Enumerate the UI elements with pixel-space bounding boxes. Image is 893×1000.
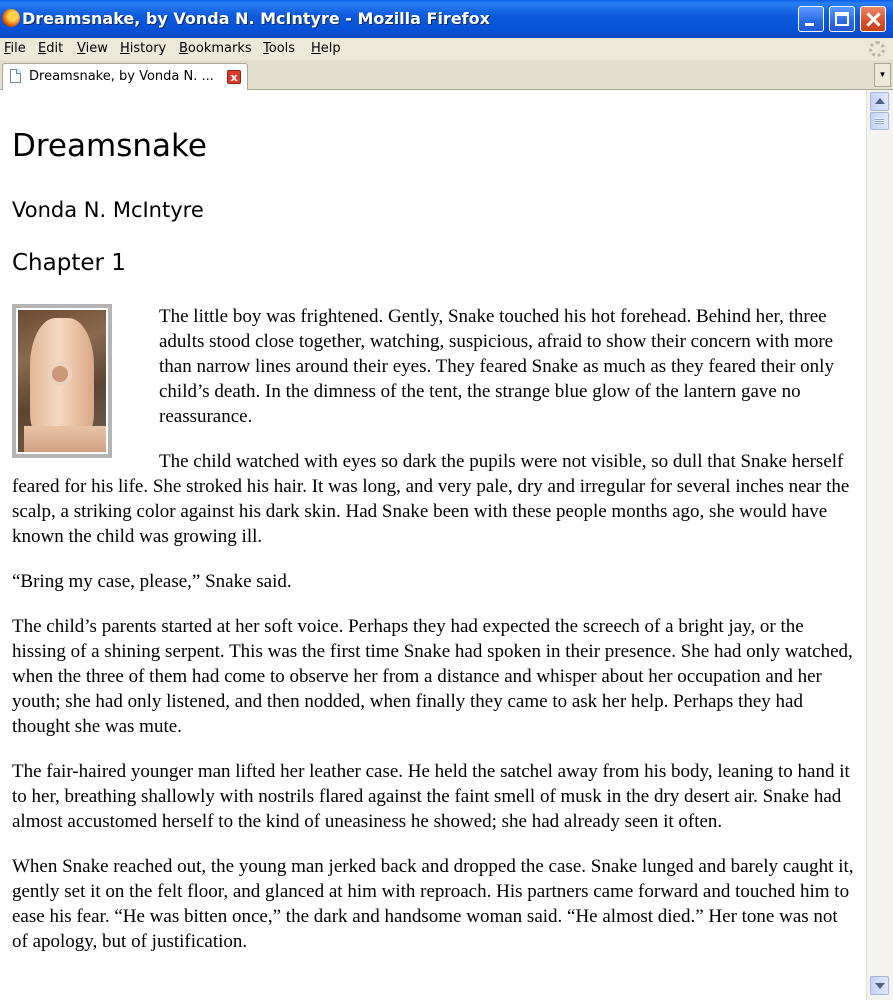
document-icon — [10, 69, 21, 83]
paragraph: The little boy was frightened. Gently, Snake touched his hot forehead. Behind her, three adults stood close together, watching, suspicious, afraid to show their concern with more than narrow lines around their eyes. They feared Snake as much as they feared their only child’s death. In the dimness of the tent, the strange blue glow of the lantern gave no reassurance. — [159, 306, 834, 427]
tab-list-button[interactable] — [874, 63, 891, 87]
menu-help[interactable]: Help — [311, 41, 341, 56]
minimize-icon — [799, 7, 823, 31]
window-title: Dreamsnake, by Vonda N. McIntyre - Mozilla Firefox — [22, 9, 490, 28]
paragraph: The fair-haired younger man lifted her leather case. He held the satchel away from his body, leaning to hand it to her, breathing shallowly with nostrils flared against the faint smell of musk in the dry desert air. Snake had almost accustomed herself to the kind of uneasiness he showed; she had already seen it often. — [12, 761, 850, 832]
menu-view[interactable]: View — [77, 41, 108, 56]
scroll-down-button[interactable] — [870, 976, 889, 995]
menu-file[interactable]: File — [4, 41, 26, 56]
cobra-image — [12, 304, 112, 458]
scroll-thumb[interactable] — [870, 112, 889, 130]
minimize-button[interactable] — [798, 6, 824, 32]
menu-tools[interactable]: Tools — [263, 41, 296, 56]
close-window-button[interactable] — [860, 6, 886, 32]
menu-bookmarks[interactable]: Bookmarks — [179, 41, 252, 56]
paragraph: When Snake reached out, the young man jerked back and dropped the case. Snake lunged and barely caught it, gently set it on the felt floor, and glanced at him with reproach. His partners came forward and touched him to ease his fear. “He was bitten once,” the dark and handsome woman said. “He almost died.” Her tone was not of apology, but of justification. — [12, 856, 854, 952]
maximize-icon — [830, 7, 854, 31]
maximize-button[interactable] — [829, 6, 855, 32]
paragraph: The child’s parents started at her soft voice. Perhaps they had expected the screech of a bright jay, or the hissing of a shining serpent. This was the first time Snake had spoken in their presence. She had only watched, when the three of them had come to observe her from a distance and whisper about her occupation and her youth; she had only listened, and then nodded, when finally they came to ask her help. Perhaps they had thought she was mute. — [12, 616, 853, 737]
tab-close-button[interactable]: x — [227, 70, 241, 84]
menu-edit[interactable]: Edit — [38, 41, 64, 56]
chapter-heading: Chapter 1 — [12, 250, 126, 276]
chevron-down-icon: ▼ — [878, 70, 887, 79]
page-viewport — [0, 90, 866, 1000]
menu-bar — [0, 38, 893, 60]
firefox-icon[interactable] — [2, 9, 20, 27]
menu-history[interactable]: History — [120, 41, 167, 56]
tab-dreamsnake[interactable] — [2, 63, 248, 90]
paragraph: “Bring my case, please,” Snake said. — [12, 571, 292, 592]
chapter-text — [12, 304, 854, 974]
tab-label: Dreamsnake, by Vonda N. ... — [29, 69, 214, 84]
scroll-up-button[interactable] — [870, 92, 889, 111]
title-bar[interactable] — [0, 0, 893, 38]
paragraph: The child watched with eyes so dark the pupils were not visible, so dull that Snake herself feared for his life. She stroked his hair. It was long, and very pale, dry and irregular for several inches near the scalp, a striking color against his dark skin. Had Snake been with these people months ago, she would have known the child was growing ill. — [12, 451, 850, 547]
book-title: Dreamsnake — [12, 128, 207, 164]
tab-strip — [0, 60, 893, 90]
vertical-scrollbar[interactable] — [866, 90, 893, 1000]
close-icon — [861, 7, 885, 31]
book-author: Vonda N. McIntyre — [12, 198, 204, 222]
throbber-icon — [869, 41, 885, 57]
